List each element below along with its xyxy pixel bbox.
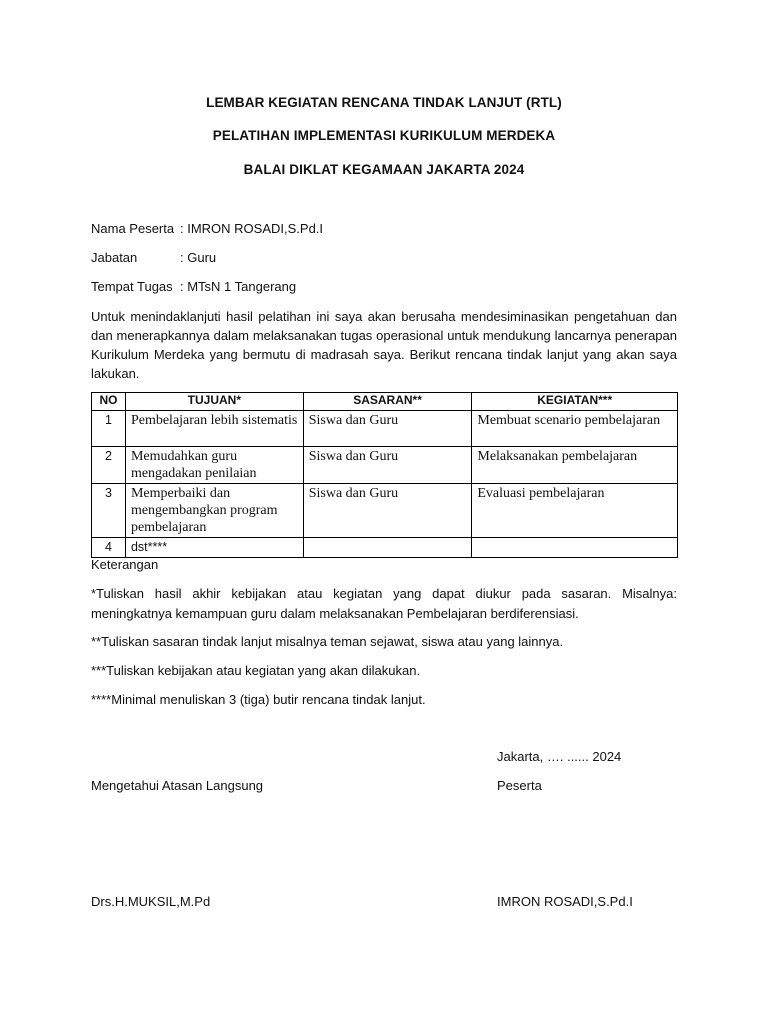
cell-kegiatan: Membuat scenario pembelajaran <box>472 411 678 447</box>
cell-no: 4 <box>92 538 126 558</box>
keterangan-label: Keterangan <box>91 557 159 572</box>
header-sasaran: SASARAN** <box>303 393 472 411</box>
cell-no: 3 <box>92 484 126 538</box>
field-value: : MTsN 1 Tangerang <box>180 279 297 294</box>
cell-sasaran: Siswa dan Guru <box>303 447 472 484</box>
rtl-table <box>91 392 678 558</box>
cell-tujuan: Memudahkan guru mengadakan penilaian <box>125 447 303 484</box>
header-kegiatan: KEGIATAN*** <box>472 393 678 411</box>
document-title: LEMBAR KEGIATAN RENCANA TINDAK LANJUT (RTL) <box>206 95 562 110</box>
note-kegiatan: ***Tuliskan kebijakan atau kegiatan yang akan dilakukan. <box>91 663 421 678</box>
cell-tujuan: dst**** <box>125 538 303 558</box>
document-subtitle: PELATIHAN IMPLEMENTASI KURIKULUM MERDEKA <box>212 128 556 143</box>
field-jabatan <box>91 250 216 265</box>
document-institution: BALAI DIKLAT KEGAMAAN JAKARTA 2024 <box>243 162 525 177</box>
cell-kegiatan: Evaluasi pembelajaran <box>472 484 678 538</box>
field-value: : Guru <box>180 250 217 265</box>
cell-no: 2 <box>92 447 126 484</box>
signature-right-name: IMRON ROSADI,S.Pd.I <box>497 894 633 909</box>
header-no: NO <box>92 393 126 411</box>
intro-paragraph: Untuk menindaklanjuti hasil pelatihan ini saya akan berusaha mendesiminasikan pengetahuan dan dan menerapkannya dalam melaksanakan tugas operasional untuk mendukung lancarnya penerapan Kurikulum Merdeka yang bermutu di madrasah saya. Berikut rencana tindak lanjut yang akan saya lakukan. <box>91 309 677 381</box>
cell-no: 1 <box>92 411 126 447</box>
note-minimal: ****Minimal menuliskan 3 (tiga) butir rencana tindak lanjut. <box>91 692 426 707</box>
cell-tujuan: Pembelajaran lebih sistematis <box>125 411 303 447</box>
table-row <box>92 484 678 538</box>
signature-left-name: Drs.H.MUKSIL,M.Pd <box>91 894 211 909</box>
cell-tujuan: Memperbaiki dan mengembangkan program pembelajaran <box>125 484 303 538</box>
cell-kegiatan <box>472 538 678 558</box>
cell-kegiatan: Melaksanakan pembelajaran <box>472 447 678 484</box>
header-tujuan: TUJUAN* <box>125 393 303 411</box>
signature-left-role: Mengetahui Atasan Langsung <box>91 778 264 793</box>
field-label: Tempat Tugas <box>91 279 173 294</box>
signature-right-role: Peserta <box>497 778 542 793</box>
field-value: : IMRON ROSADI,S.Pd.I <box>180 221 324 236</box>
cell-sasaran: Siswa dan Guru <box>303 411 472 447</box>
cell-sasaran <box>303 538 472 558</box>
table-row <box>92 411 678 447</box>
note-sasaran: **Tuliskan sasaran tindak lanjut misalnya teman sejawat, siswa atau yang lainnya. <box>91 634 564 649</box>
field-tempat-tugas <box>91 279 296 294</box>
signature-place-date: Jakarta, …. ...... 2024 <box>497 749 622 764</box>
table-header-row <box>92 393 678 411</box>
table-row <box>92 538 678 558</box>
field-label: Jabatan <box>91 250 138 265</box>
note-tujuan: *Tuliskan hasil akhir kebijakan atau kegiatan yang dapat diukur pada sasaran. Misalnya: meningkatnya kemampuan guru dalam melaksanakan Pembelajaran berdiferensiasi. <box>91 586 677 621</box>
field-nama-peserta <box>91 221 323 236</box>
cell-sasaran: Siswa dan Guru <box>303 484 472 538</box>
table-row <box>92 447 678 484</box>
field-label: Nama Peserta <box>91 221 175 236</box>
